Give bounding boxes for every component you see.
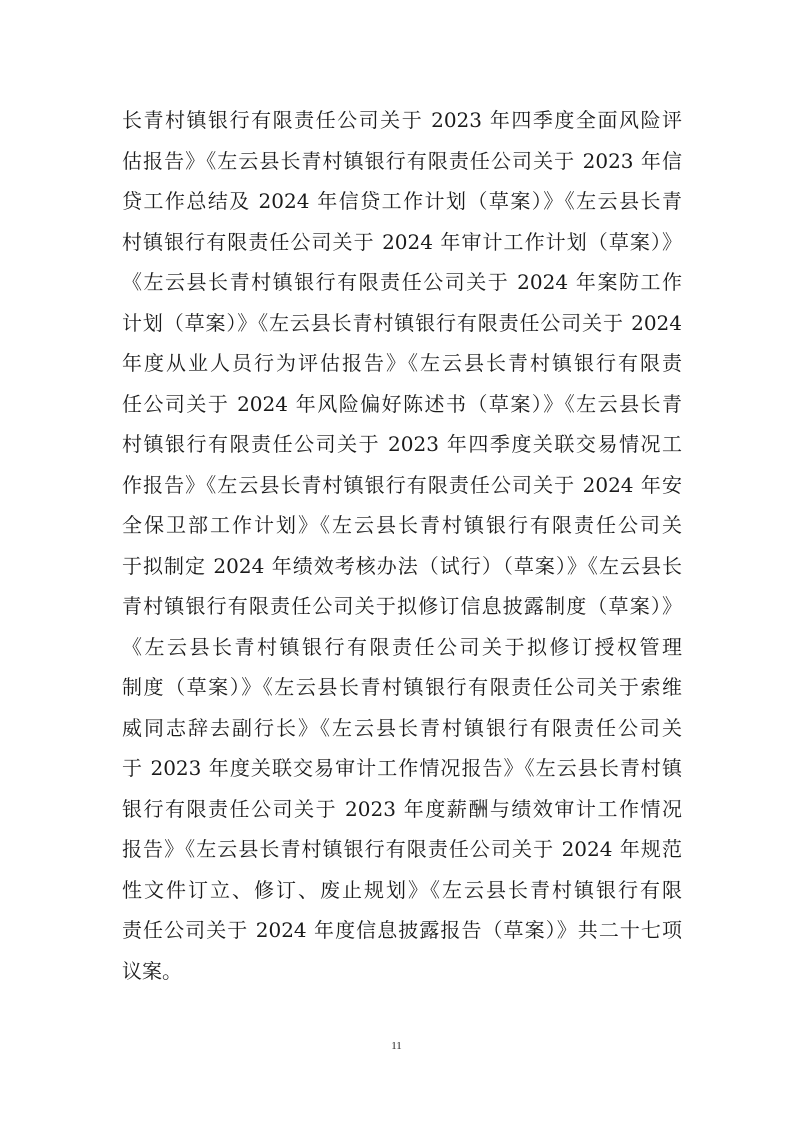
paragraph-line-15: 制度（草案）》《左云县长青村镇银行有限责任公司关于索维 bbox=[122, 675, 682, 699]
page-number: 11 bbox=[391, 1040, 402, 1052]
paragraph-line-2: 估报告》《左云县长青村镇银行有限责任公司关于 2023 年信 bbox=[122, 148, 682, 173]
paragraph-line-16: 威同志辞去副行长》《左云县长青村镇银行有限责任公司关 bbox=[122, 715, 682, 740]
paragraph-line-12: 于拟制定 2024 年绩效考核办法（试行）（草案）》《左云县长 bbox=[122, 553, 682, 578]
paragraph-line-8: 任公司关于 2024 年风险偏好陈述书（草案）》《左云县长青 bbox=[122, 391, 682, 416]
paragraph-line-3: 贷工作总结及 2024 年信贷工作计划（草案）》《左云县长青 bbox=[122, 189, 682, 213]
paragraph-line-14: 《左云县长青村镇银行有限责任公司关于拟修订授权管理 bbox=[122, 634, 682, 659]
paragraph-line-9: 村镇银行有限责任公司关于 2023 年四季度关联交易情况工 bbox=[122, 432, 682, 456]
paragraph-line-17: 于 2023 年度关联交易审计工作情况报告》《左云县长青村镇 bbox=[122, 756, 682, 780]
paragraph-line-19: 报告》《左云县长青村镇银行有限责任公司关于 2024 年规范 bbox=[122, 837, 682, 861]
paragraph-line-1: 长青村镇银行有限责任公司关于 2023 年四季度全面风险评 bbox=[122, 108, 682, 132]
paragraph-line-20: 性文件订立、修订、废止规划》《左云县长青村镇银行有限 bbox=[122, 877, 682, 902]
paragraph-line-5: 《左云县长青村镇银行有限责任公司关于 2024 年案防工作 bbox=[122, 270, 682, 294]
paragraph-line-18: 银行有限责任公司关于 2023 年度薪酬与绩效审计工作情况 bbox=[122, 796, 682, 821]
paragraph-line-4: 村镇银行有限责任公司关于 2024 年审计工作计划（草案）》 bbox=[122, 229, 682, 254]
body-paragraph bbox=[122, 100, 682, 991]
paragraph-line-10: 作报告》《左云县长青村镇银行有限责任公司关于 2024 年安 bbox=[122, 472, 682, 497]
paragraph-line-21: 责任公司关于 2024 年度信息披露报告（草案）》共二十七项 bbox=[122, 918, 682, 942]
paragraph-line-11: 全保卫部工作计划》《左云县长青村镇银行有限责任公司关 bbox=[122, 513, 682, 537]
paragraph-line-7: 年度从业人员行为评估报告》《左云县长青村镇银行有限责 bbox=[122, 351, 682, 375]
paragraph-line-22: 议案。 bbox=[122, 958, 182, 983]
paragraph-line-13: 青村镇银行有限责任公司关于拟修订信息披露制度（草案）》 bbox=[122, 594, 682, 618]
paragraph-line-6: 计划（草案）》《左云县长青村镇银行有限责任公司关于 2024 bbox=[122, 310, 682, 335]
